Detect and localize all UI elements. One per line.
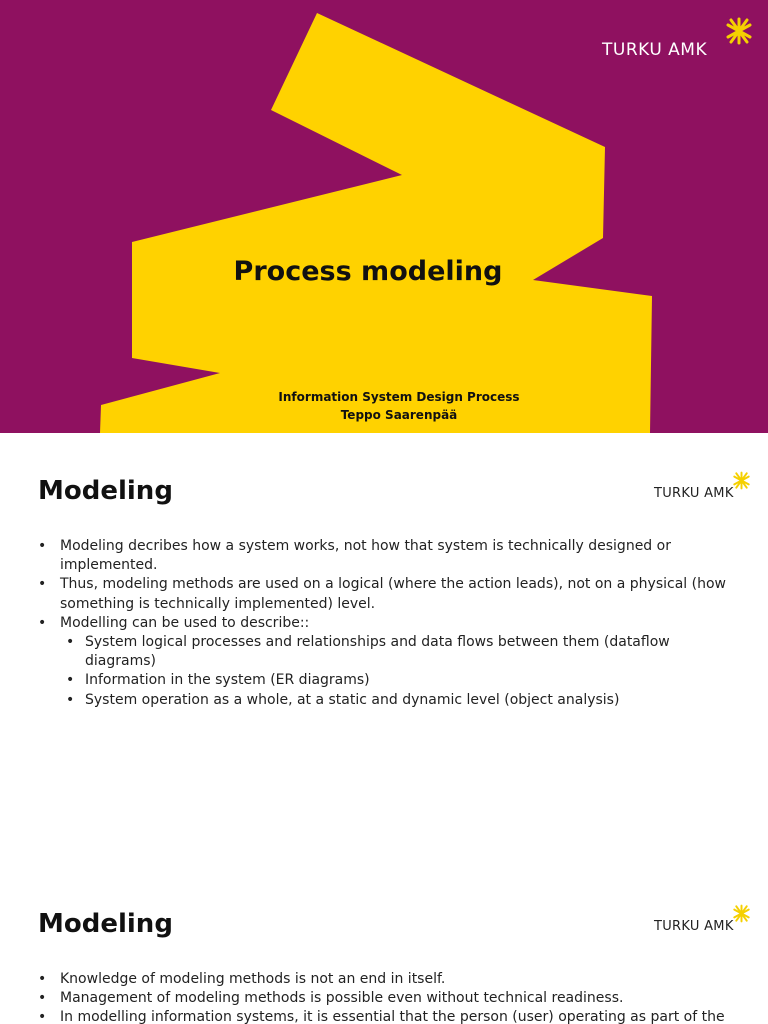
bullet-list [38,537,738,710]
presentation-title: Process modeling [233,256,503,287]
slide-heading: Modeling [38,909,173,939]
asterisk-logo-icon [726,17,752,45]
turku-amk-logo [654,919,734,934]
slide-modeling-1 [0,433,768,866]
sub-list-item: • System operation as a whole, at a static and dynamic level (object analysis) [38,691,738,710]
bullet-list [38,970,738,1024]
yellow-zigzag-graphic [0,0,768,433]
list-item: • In modelling information systems, it is essential that the person (user) operating as part of the [38,1008,738,1024]
list-item: • Management of modeling methods is possible even without technical readiness. [38,989,738,1008]
list-item: • Modelling can be used to describe:: [38,614,738,633]
author-name: Teppo Saarenpää [340,408,458,422]
logo-text: TURKU AMK [602,40,708,60]
turku-amk-logo [654,486,734,501]
logo-text: TURKU AMK [654,919,734,934]
list-item: • Thus, modeling methods are used on a logical (where the action leads), not on a physical (how something is technically implemented) level. [38,575,738,613]
logo-text: TURKU AMK [654,486,734,501]
slide-modeling-2 [0,866,768,1024]
slide-heading: Modeling [38,476,173,506]
asterisk-logo-icon [733,471,750,490]
list-item: • Knowledge of modeling methods is not an end in itself. [38,970,738,989]
list-item: • Modeling decribes how a system works, not how that system is technically designed or implemented. [38,537,738,575]
course-name: Information System Design Process [278,390,520,404]
asterisk-logo-icon [733,904,750,923]
title-slide [0,0,768,433]
sub-list-item: • Information in the system (ER diagrams) [38,671,738,690]
sub-list-item: • System logical processes and relationships and data flows between them (dataflow diagrams) [38,633,738,671]
turku-amk-logo [602,40,707,60]
